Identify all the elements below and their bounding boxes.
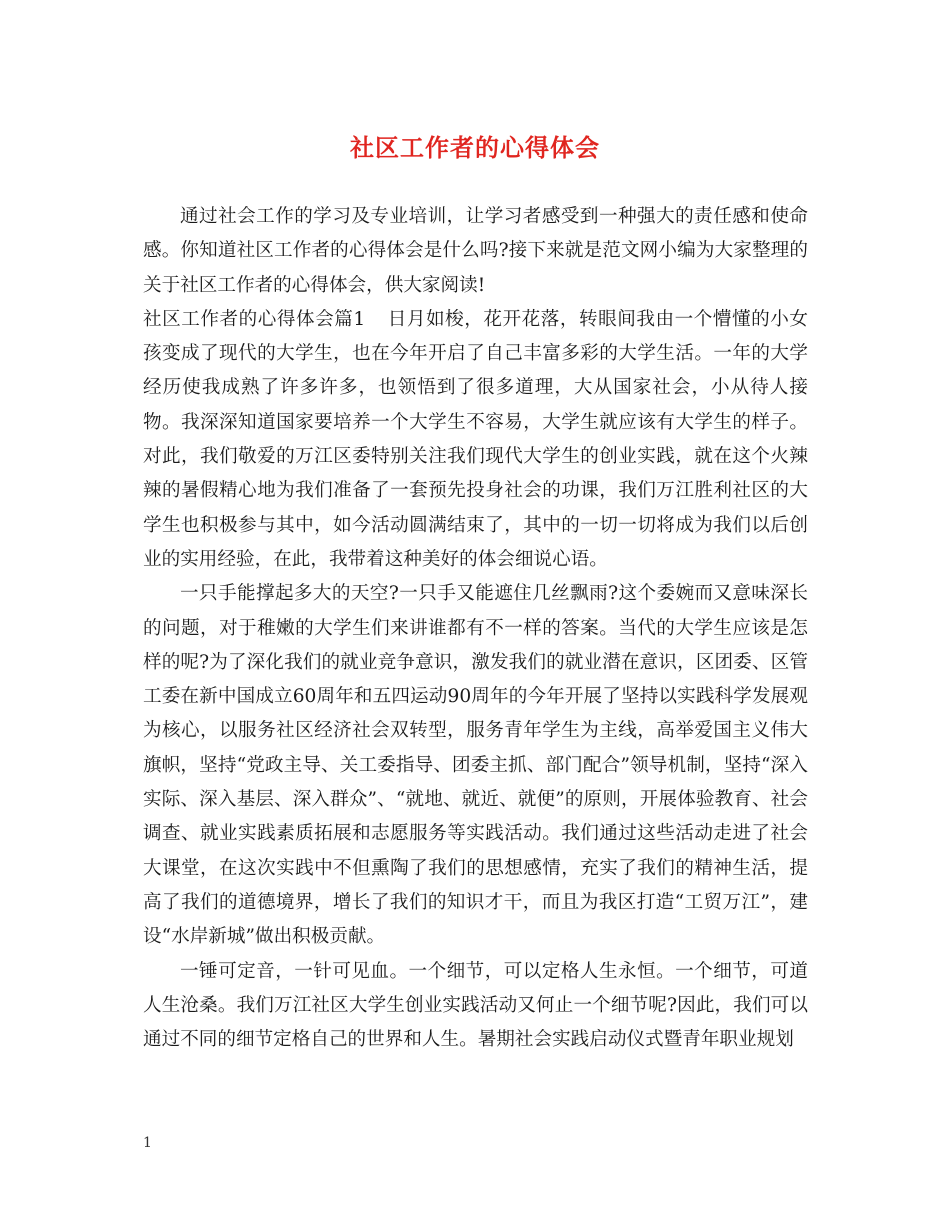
document-body: [143, 200, 808, 1057]
body-paragraph-3: 一锤可定音，一针可见血。一个细节，可以定格人生永恒。一个细节，可道人生沧桑。我们万江社区大学生创业实践活动又何止一个细节呢?因此，我们可以通过不同的细节定格自己的世界和人生。暑期社会实践启动仪式暨青年职业规划: [143, 960, 808, 1051]
section-heading: 社区工作者的心得体会篇1: [143, 308, 366, 330]
intro-paragraph: 通过社会工作的学习及专业培训，让学习者感受到一种强大的责任感和使命感。你知道社区工作者的心得体会是什么吗?接下来就是范文网小编为大家整理的关于社区工作者的心得体会，供大家阅读!: [143, 206, 808, 296]
section-paragraph: [143, 303, 808, 577]
document-title: 社区工作者的心得体会: [350, 133, 600, 162]
body-paragraph-2: 一只手能撑起多大的天空?一只手又能遮住几丝飘雨?这个委婉而又意味深长的问题，对于稚嫩的大学生们来讲谁都有不一样的答案。当代的大学生应该是怎样的呢?为了深化我们的就业竞争意识，激发我们的就业潜在意识，区团委、区管工委在新中国成立60周年和五四运动90周年的今年开展了坚持以实践科学发展观为核心，以服务社区经济社会双转型，服务青年学生为主线，高举爱国主义伟大旗帜，坚持“党政主导、关工委指导、团委主抓、部门配合”领导机制，坚持“深入实际、深入基层、深入群众”、“就地、就近、就便”的原则，开展体验教育、社会调查、就业实践素质拓展和志愿服务等实践活动。我们通过这些活动走进了社会大课堂，在这次实践中不但熏陶了我们的思想感情，充实了我们的精神生活，提高了我们的道德境界，增长了我们的知识才干，而且为我区打造“工贸万江”，建设“水岸新城”做出积极贡献。: [143, 583, 808, 948]
page-number: 1: [143, 1135, 152, 1151]
section-paragraph-text: 日月如梭，花开花落，转眼间我由一个懵懂的小女孩变成了现代的大学生，也在今年开启了自己丰富多彩的大学生活。一年的大学经历使我成熟了许多许多，也领悟到了很多道理，大从国家社会，小从待人接物。我深深知道国家要培养一个大学生不容易，大学生就应该有大学生的样子。对此，我们敬爱的万江区委特别关注我们现代大学生的创业实践，就在这个火辣辣的暑假精心地为我们准备了一套预先投身社会的功课，我们万江胜利社区的大学生也积极参与其中，如今活动圆满结束了，其中的一切一切将成为我们以后创业的实用经验，在此，我带着这种美好的体会细说心语。: [143, 308, 808, 570]
